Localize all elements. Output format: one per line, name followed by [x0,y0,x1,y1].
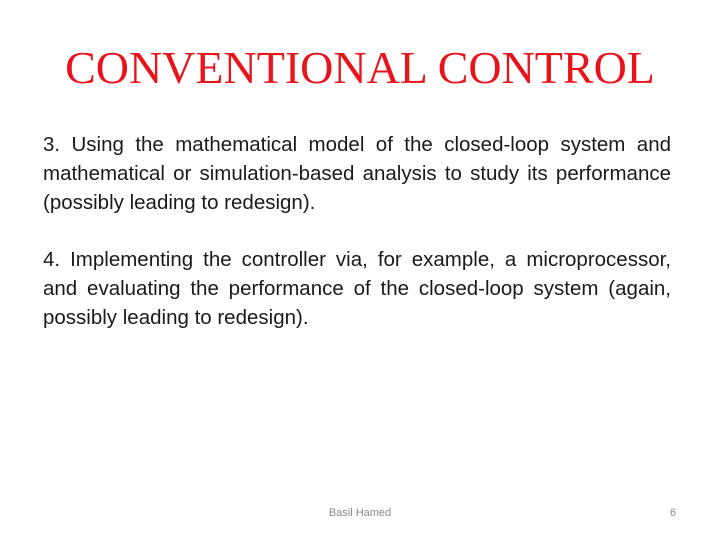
footer-page-number: 6 [669,507,676,519]
paragraph-step-4: 4. Implementing the controller via, for example, a microprocessor, and evaluating the performance of the closed-loop system (again, possibly leading to redesign). [43,248,671,329]
footer-author: Basil Hamed [328,507,392,519]
slide-title: CONVENTIONAL CONTROL [65,42,655,93]
slide-body [43,130,671,360]
paragraph-step-3: 3. Using the mathematical model of the closed-loop system and mathematical or simulation-based analysis to study its performance (possibly leading to redesign). [43,133,671,214]
